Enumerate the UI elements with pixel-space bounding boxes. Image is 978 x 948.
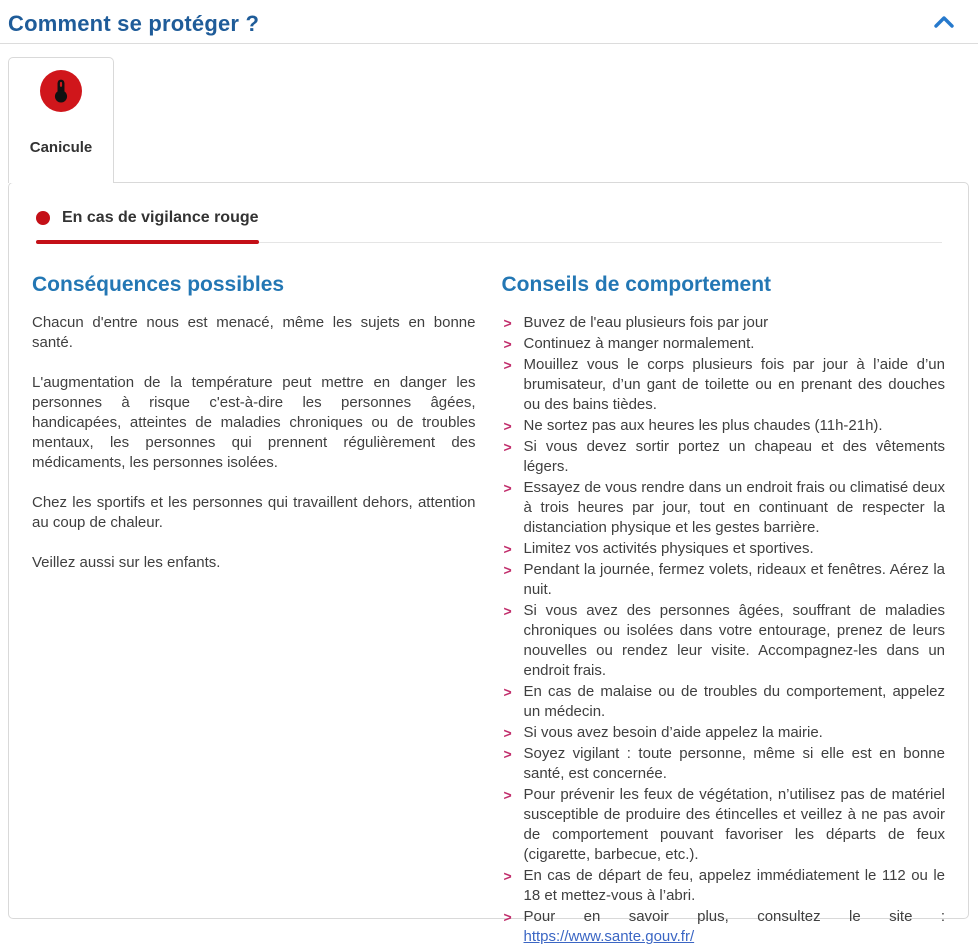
advice-text: Continuez à manger normalement. <box>523 335 755 352</box>
advice-item <box>502 437 946 477</box>
content-columns <box>9 243 968 948</box>
advice-item <box>502 355 946 415</box>
chevron-bullet-icon: > <box>503 541 512 557</box>
advice-text: En cas de départ de feu, appelez immédiatement le 112 ou le 18 et mettez-vous à l’abri. <box>523 867 945 904</box>
chevron-bullet-icon: > <box>503 336 512 352</box>
advice-item <box>502 723 946 743</box>
consequence-paragraph: L'augmentation de la température peut mettre en danger les personnes à risque c'est-à-dire les personnes âgées, handicapées, atteintes de maladies chroniques ou de troubles mentaux, les personnes qui prennent régulièrement des médicaments, les personnes isolées. <box>32 374 476 471</box>
advice-text: Limitez vos activités physiques et sportives. <box>523 540 814 557</box>
consequences-paragraphs <box>32 313 476 573</box>
chevron-bullet-icon: > <box>503 909 512 925</box>
chevron-bullet-icon: > <box>503 562 512 578</box>
advice-list <box>502 313 946 947</box>
chevron-bullet-icon: > <box>503 315 512 331</box>
conseils-heading: Conseils de comportement <box>501 273 772 296</box>
red-vigilance-dot-icon <box>36 211 50 225</box>
chevron-bullet-icon: > <box>503 868 512 884</box>
sante-gouv-link[interactable]: https://www.sante.gouv.fr/ <box>523 928 695 945</box>
advice-text: Si vous devez sortir portez un chapeau et des vêtements légers. <box>523 438 945 475</box>
advice-text: Essayez de vous rendre dans un endroit frais ou climatisé deux à trois heures par jour, tout en continuant de respecter la distanciation physique et les gestes barrière. <box>523 479 945 536</box>
advice-item <box>502 785 946 865</box>
chevron-bullet-icon: > <box>503 418 512 434</box>
advice-item <box>502 539 946 559</box>
section-header <box>0 0 978 44</box>
advice-item <box>502 334 946 354</box>
advice-text: Mouillez vous le corps plusieurs fois par jour à l’aide d’un brumisateur, d’un gant de toilette ou en prenant des douches ou des bains tièdes. <box>523 356 945 413</box>
advice-text: Buvez de l'eau plusieurs fois par jour <box>523 314 769 331</box>
page-title: Comment se protéger ? <box>8 11 260 36</box>
chevron-bullet-icon: > <box>503 439 512 455</box>
advice-text: En cas de malaise ou de troubles du comportement, appelez un médecin. <box>523 683 945 720</box>
tab-canicule[interactable] <box>8 57 114 183</box>
advice-item <box>502 313 946 333</box>
consequences-heading: Conséquences possibles <box>32 273 285 296</box>
consequences-column <box>32 273 476 948</box>
subtab-vigilance-rouge[interactable] <box>36 209 259 242</box>
advice-item <box>502 416 946 436</box>
consequence-paragraph: Chacun d'entre nous est menacé, même les sujets en bonne santé. <box>32 314 476 351</box>
advice-text: Ne sortez pas aux heures les plus chaudes (11h-21h). <box>523 417 883 434</box>
advice-item <box>502 744 946 784</box>
advice-text: Si vous avez des personnes âgées, souffrant de maladies chroniques ou isolées dans votre entourage, prenez de leurs nouvelles ou rendez leur visite. Accompagnez-les dans un endroit frais. <box>523 602 945 679</box>
chevron-up-icon <box>934 16 954 31</box>
conseils-column <box>502 273 946 948</box>
advice-item <box>502 907 946 947</box>
collapse-section-button[interactable] <box>934 15 954 28</box>
advice-text: Si vous avez besoin d’aide appelez la mairie. <box>523 724 823 741</box>
chevron-bullet-icon: > <box>503 480 512 496</box>
chevron-bullet-icon: > <box>503 725 512 741</box>
advice-item <box>502 601 946 681</box>
advice-text: Soyez vigilant : toute personne, même si elle est en bonne santé, est concernée. <box>523 745 945 782</box>
chevron-bullet-icon: > <box>503 787 512 803</box>
advice-text: Pendant la journée, fermez volets, rideaux et fenêtres. Aérez la nuit. <box>523 561 945 598</box>
vigilance-level-tabs <box>36 183 942 243</box>
advice-text: Pour en savoir plus, consultez le site : <box>523 908 945 925</box>
advice-item <box>502 682 946 722</box>
chevron-bullet-icon: > <box>503 684 512 700</box>
thermometer-icon <box>40 70 82 112</box>
consequence-paragraph: Veillez aussi sur les enfants. <box>32 554 221 571</box>
advice-item <box>502 560 946 600</box>
subtab-vigilance-rouge-label: En cas de vigilance rouge <box>62 209 259 226</box>
chevron-bullet-icon: > <box>503 603 512 619</box>
chevron-bullet-icon: > <box>503 357 512 373</box>
advice-item <box>502 478 946 538</box>
tab-canicule-label: Canicule <box>29 139 93 156</box>
consequence-paragraph: Chez les sportifs et les personnes qui travaillent dehors, attention au coup de chaleur. <box>32 494 476 531</box>
protection-panel <box>8 182 969 945</box>
advice-text: Pour prévenir les feux de végétation, n’utilisez pas de matériel susceptible de produire des étincelles et veillez à ne pas avoir de comportement pouvant favoriser les départs de feux (cigarette, barbecue, etc.). <box>523 786 945 863</box>
chevron-bullet-icon: > <box>503 746 512 762</box>
advice-item <box>502 866 946 906</box>
